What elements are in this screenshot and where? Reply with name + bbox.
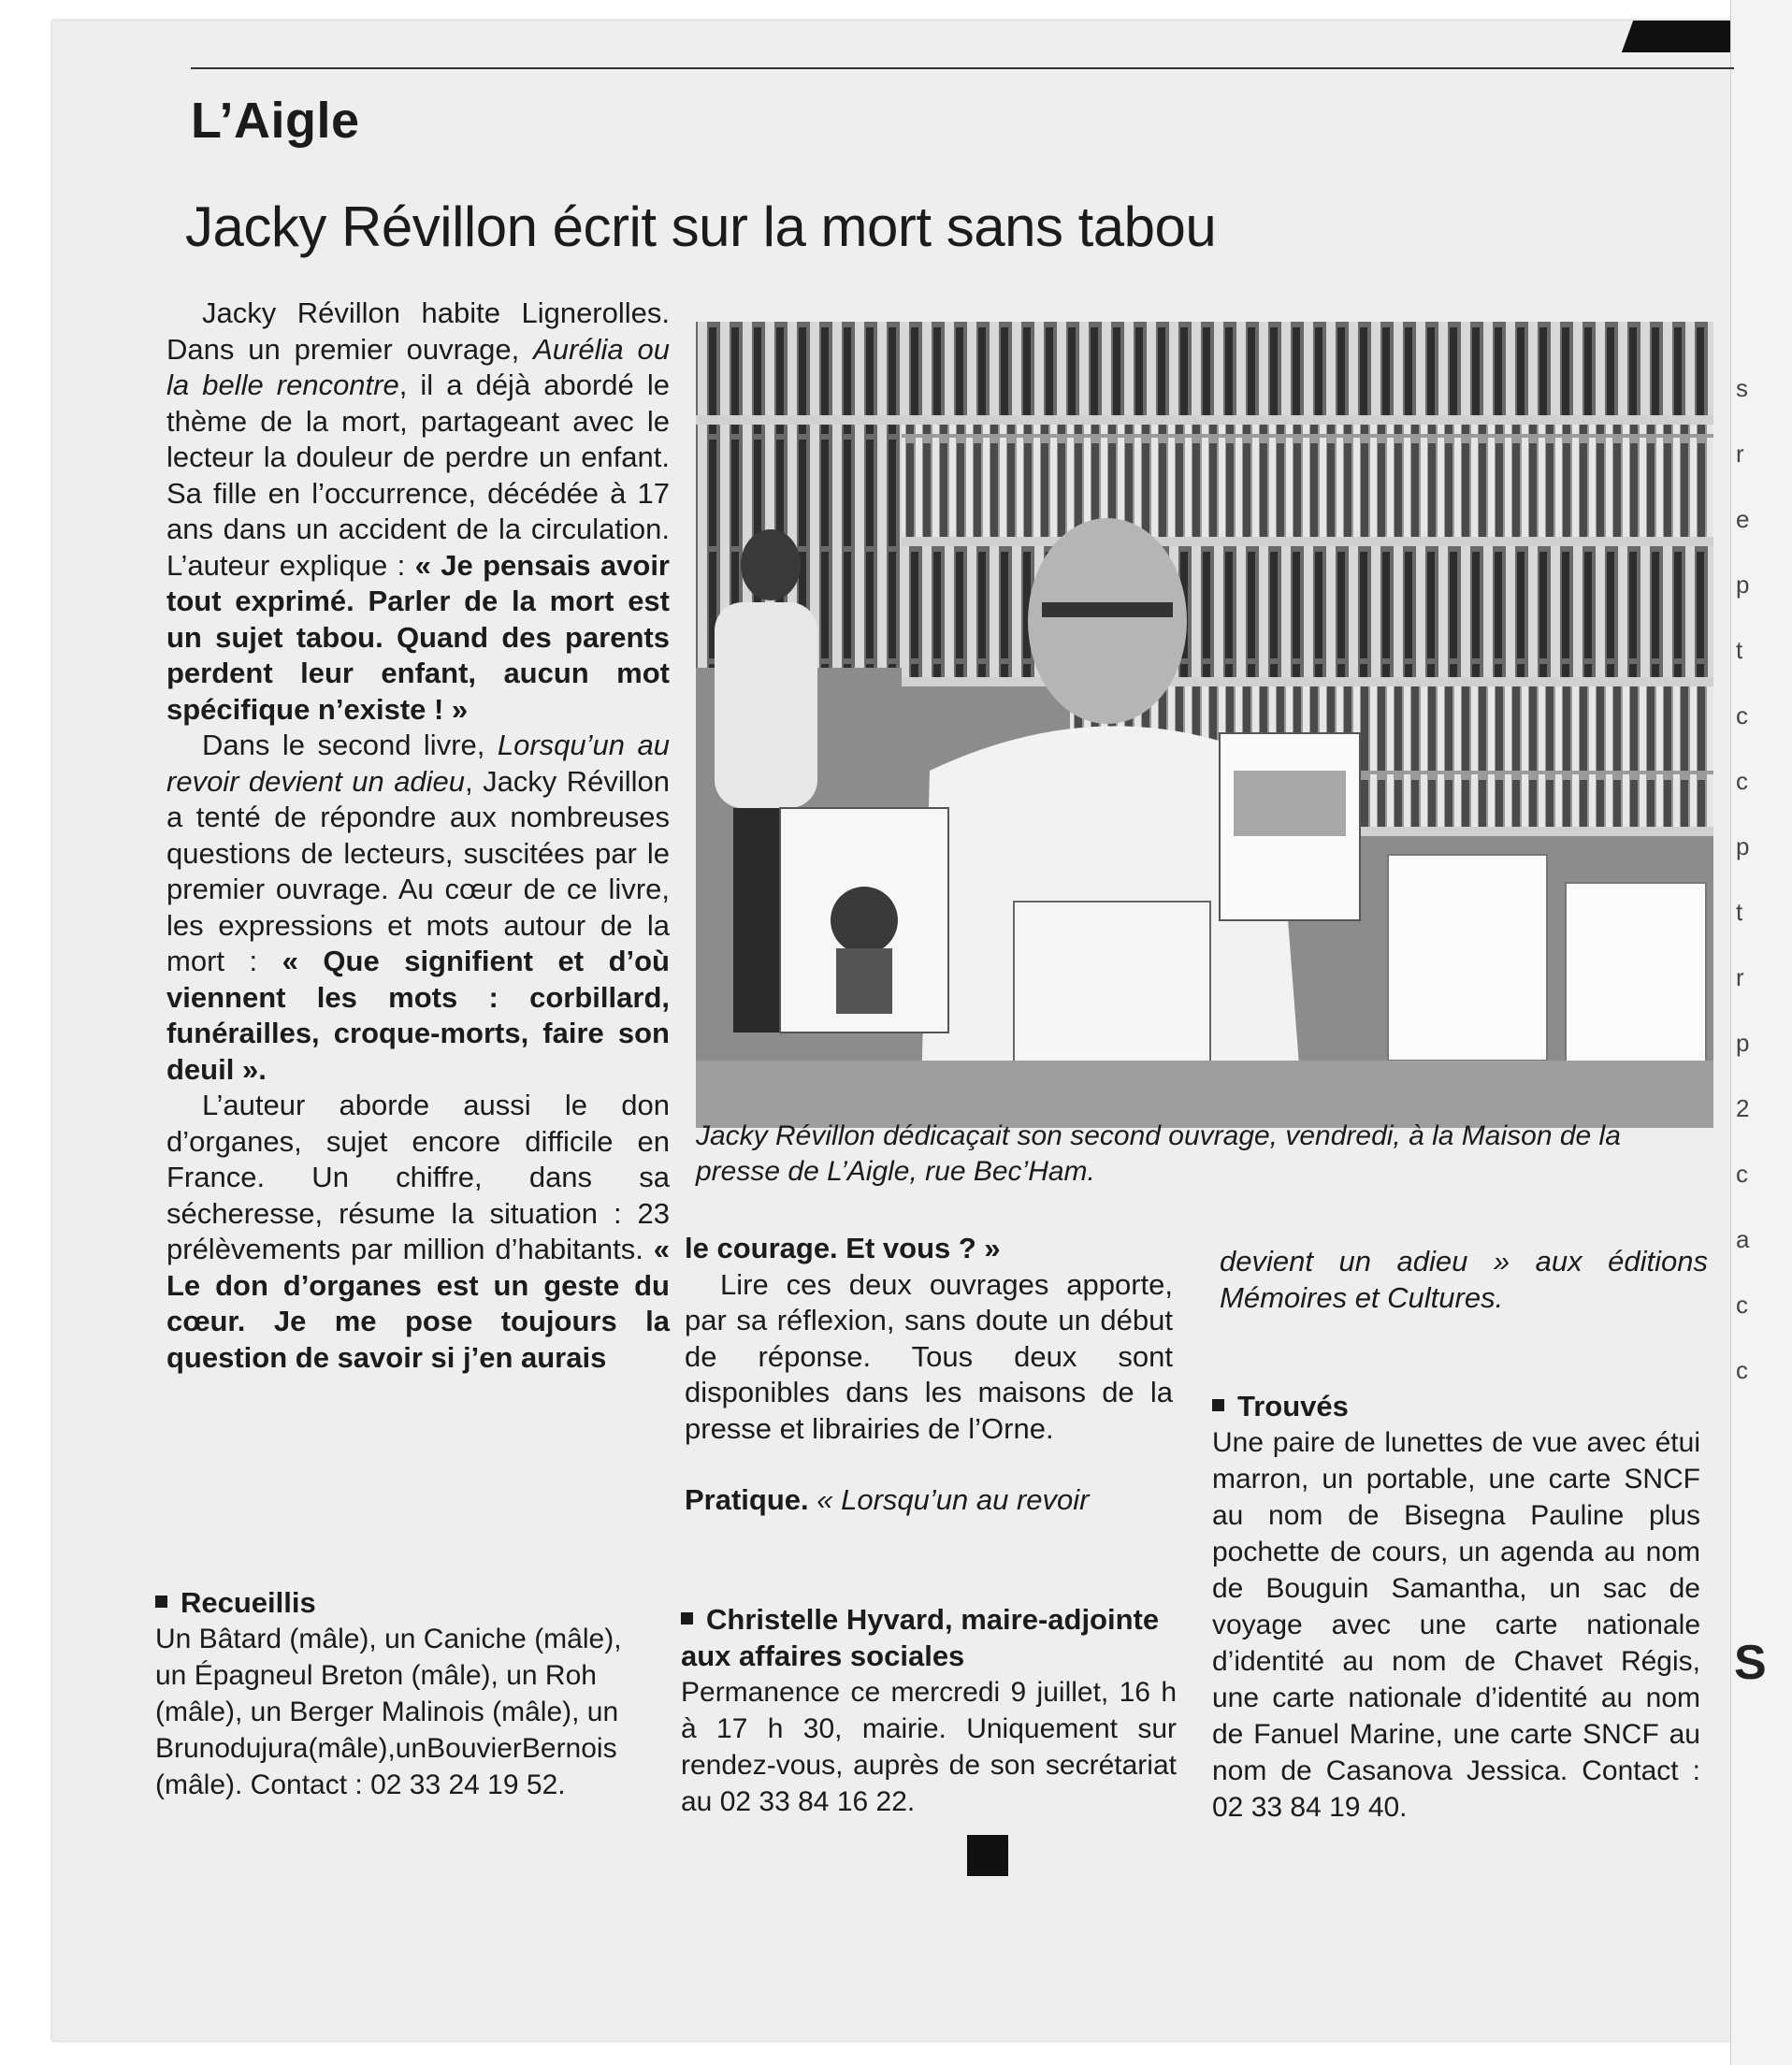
- brief-text: Permanence ce mercredi 9 juillet, 16 h à 17 h 30, mairie. Uniquement sur rendez-vous, auprès de son secrétariat au 02 33 84 16 22.: [681, 1677, 1177, 1817]
- brief-title: [681, 1601, 1177, 1674]
- text: Jacky Révillon habite Lignerolles. Dans un premier ouvrage,: [166, 296, 670, 366]
- brief-title-text: Christelle Hyvard, maire-adjointe aux affaires sociales: [681, 1603, 1160, 1672]
- brief-title: [1212, 1388, 1700, 1424]
- bookshop-photo-illustration: [696, 322, 1713, 1128]
- paragraph-3: [166, 1088, 670, 1376]
- brief-title-text: Recueillis: [181, 1586, 316, 1619]
- quote-1: « Je pensais avoir tout exprimé. Parler de la mort est un sujet tabou. Quand des parents perdent leur enfant, aucun mot spécifique n’existe ! »: [166, 548, 671, 726]
- square-bullet-icon: [681, 1612, 693, 1625]
- text: , il a déjà abordé le thème de la mort, partageant avec le lecteur la douleur de perdre un enfant. Sa fille en l’occurrence, décédée à 17 ans dans un accident de la circulation. L’auteur explique :: [166, 368, 670, 582]
- brief-hyvard: [681, 1601, 1177, 1820]
- brief-trouves: [1212, 1388, 1700, 1826]
- text: , Jacky Révillon a tenté de répondre aux nombreuses questions de lecteurs, suscitées par le premier ouvrage. Au cœur de ce livre, les expressions et mots autour de la mort :: [166, 764, 670, 977]
- square-bullet-icon: [1212, 1399, 1224, 1411]
- pratique-label: Pratique.: [685, 1483, 809, 1516]
- brief-title-text: Trouvés: [1237, 1390, 1349, 1422]
- book-title-2: Lorsqu’un au revoir devient un adieu: [166, 729, 670, 798]
- paragraph-4: Lire ces deux ouvrages apporte, par sa réflexion, sans doute un début de réponse. Tous deux sont disponibles dans les maisons de la presse et librairies de l’Orne.: [685, 1267, 1173, 1445]
- quote-2: « Que signifient et d’où viennent les mots : corbillard, funérailles, croque-morts, faire son deuil ».: [166, 945, 670, 1086]
- pratique: [685, 1482, 1173, 1519]
- article-photo: [696, 322, 1713, 1128]
- brief-text: Une paire de lunettes de vue avec étui marron, un portable, une carte SNCF au nom de Bisegna Pauline plus pochette de cours, un agenda au nom de Bouguin Samantha, un sac de voyage avec une carte nationale d’identité au nom de Chavet Régis, une carte nationale d’identité au nom de Fanuel Marine, une carte SNCF au nom de Casanova Jessica. Contact : 02 33 84 19 40.: [1212, 1427, 1700, 1823]
- adjacent-page-letters: s r e p t c c p t r p 2 c a c c: [1736, 374, 1750, 1384]
- text: Dans le second livre,: [202, 729, 498, 761]
- article-headline: Jacky Révillon écrit sur la mort sans tabou: [185, 195, 1217, 258]
- paragraph-2: [166, 728, 670, 1088]
- quote-end: [685, 1231, 1173, 1267]
- square-bullet-icon: [155, 1596, 167, 1608]
- pratique-text-end: devient un adieu » aux éditions Mémoires et Cultures.: [1220, 1245, 1708, 1314]
- article-column-3: [1220, 1244, 1708, 1316]
- quote-3: « Le don d’organes est un geste du cœur. Je me pose toujours la question de savoir si j’en aurais: [166, 1233, 670, 1374]
- end-of-article-square-icon: [967, 1835, 1008, 1876]
- photo-caption: Jacky Révillon dédicaçait son second ouvrage, vendredi, à la Maison de la presse de L’Aigle, rue Bec’Ham.: [696, 1120, 1621, 1187]
- brief-title: [155, 1584, 642, 1621]
- pratique-text: « Lorsqu’un au revoir: [808, 1483, 1090, 1516]
- pratique-end: [1220, 1244, 1708, 1316]
- top-rule: [191, 67, 1734, 69]
- paragraph-1: [166, 296, 670, 728]
- article-column-2: [685, 1231, 1173, 1519]
- section-title: L’Aigle: [191, 93, 360, 149]
- text: L’auteur aborde aussi le don d’organes, sujet encore difficile en France. Un chiffre, dans sa sécheresse, résume la situation : 23 prélèvements par million d’habitants.: [166, 1089, 670, 1265]
- adjacent-page-heading: S: [1734, 1636, 1767, 1690]
- brief-text: Un Bâtard (mâle), un Caniche (mâle), un Épagneul Breton (mâle), un Roh (mâle), un Berger Malinois (mâle), un Brunodujura(mâle),unBouvierBernois (mâle). Contact : 02 33 24 19 52.: [155, 1624, 622, 1800]
- book-title-1: Aurélia ou la belle rencontre: [166, 332, 670, 401]
- brief-recueillis: [155, 1584, 642, 1803]
- article-column-1: [166, 296, 670, 1376]
- quote-3-end: le courage. Et vous ? »: [685, 1232, 1001, 1264]
